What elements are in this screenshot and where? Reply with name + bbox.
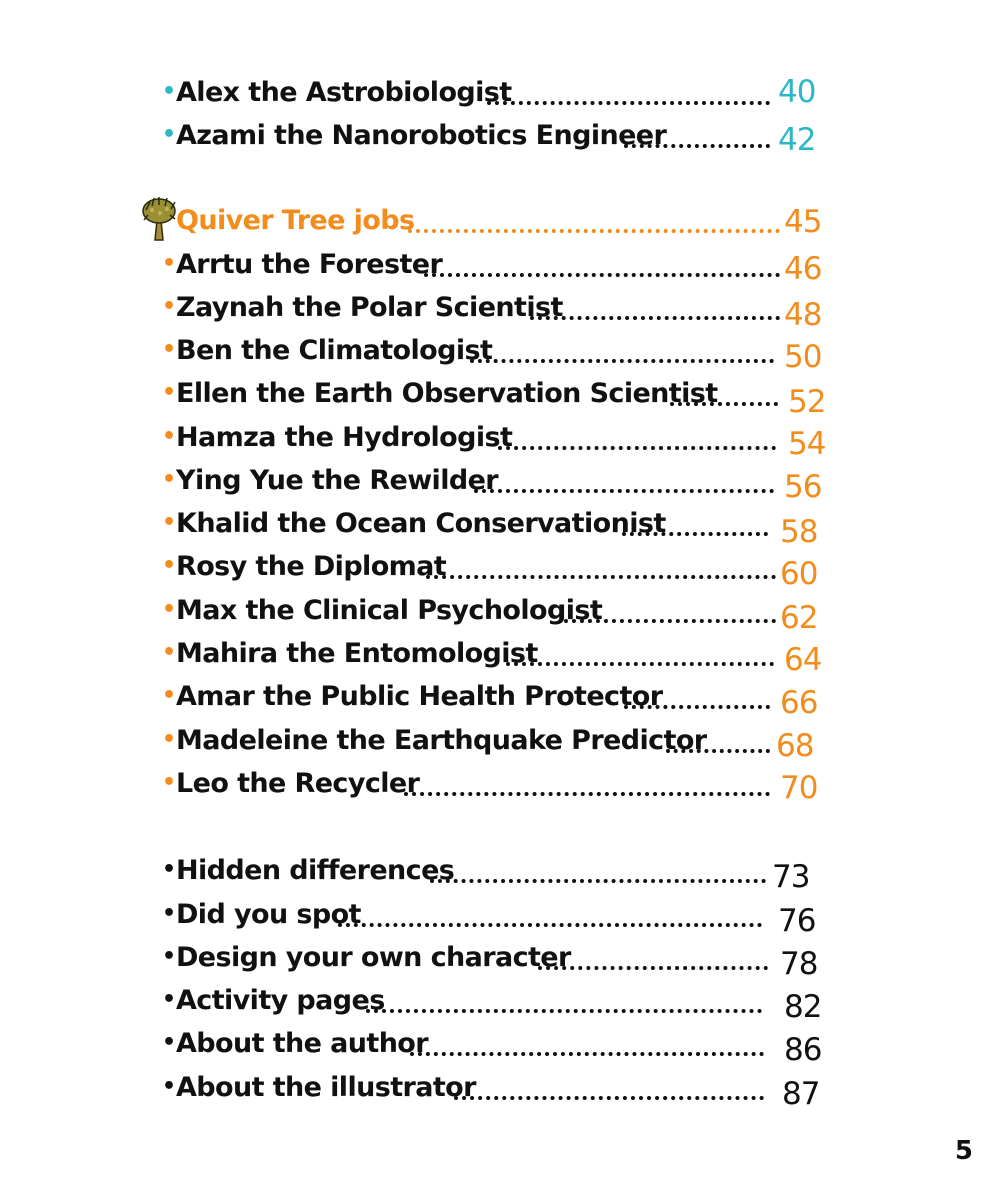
dot-leader bbox=[430, 879, 766, 883]
dot-leader bbox=[487, 101, 770, 105]
bullet: • bbox=[162, 770, 177, 795]
toc-page-number: 52 bbox=[788, 384, 826, 420]
toc-entry-title: Activity pages bbox=[176, 984, 385, 1016]
bullet: • bbox=[162, 510, 177, 535]
toc-page-number: 86 bbox=[784, 1032, 822, 1068]
toc-entry[interactable] bbox=[162, 546, 446, 586]
toc-page-number: 56 bbox=[784, 469, 822, 505]
toc-entry-title: Khalid the Ocean Conservationist bbox=[176, 507, 666, 539]
toc-page-number: 46 bbox=[784, 251, 822, 287]
toc-page-number: 70 bbox=[780, 770, 818, 806]
toc-entry-title: About the illustrator bbox=[176, 1071, 476, 1103]
toc-page-number: 40 bbox=[778, 74, 816, 110]
toc-entry[interactable] bbox=[162, 633, 538, 673]
toc-entry[interactable] bbox=[162, 676, 662, 716]
toc-entry-title: Azami the Nanorobotics Engineer bbox=[176, 119, 667, 151]
toc-page-number: 66 bbox=[780, 685, 818, 721]
toc-page-number: 76 bbox=[778, 903, 816, 939]
toc-entry-title: Did you spot bbox=[176, 898, 361, 930]
toc-entry[interactable] bbox=[162, 115, 666, 155]
toc-entry[interactable] bbox=[162, 850, 454, 890]
toc-page-number: 82 bbox=[784, 989, 822, 1025]
dot-leader bbox=[426, 575, 776, 579]
toc-entry[interactable] bbox=[162, 763, 419, 803]
bullet: • bbox=[162, 901, 177, 926]
dot-leader bbox=[622, 532, 768, 536]
bullet: • bbox=[162, 857, 177, 882]
dot-leader bbox=[408, 229, 780, 233]
dot-leader bbox=[624, 144, 770, 148]
quiver-tree-icon bbox=[140, 196, 178, 242]
toc-page-number: 78 bbox=[780, 946, 818, 982]
toc-entry-title: Amar the Public Health Protector bbox=[176, 680, 663, 712]
dot-leader bbox=[624, 705, 770, 709]
toc-entry[interactable] bbox=[162, 937, 571, 977]
dot-leader bbox=[564, 619, 776, 623]
toc-entry-title: Ellen the Earth Observation Scientist bbox=[176, 377, 718, 409]
dot-leader bbox=[498, 446, 776, 450]
toc-page-number: 54 bbox=[788, 426, 826, 462]
toc-entry-title: Ben the Climatologist bbox=[176, 334, 493, 366]
toc-entry-title: Madeleine the Earthquake Predictor bbox=[176, 724, 707, 756]
dot-leader bbox=[454, 1096, 764, 1100]
toc-entry[interactable] bbox=[162, 373, 718, 413]
toc-entry[interactable] bbox=[162, 1023, 428, 1063]
toc-page-number: 60 bbox=[780, 556, 818, 592]
toc-page-number: 64 bbox=[784, 642, 822, 678]
bullet: • bbox=[162, 553, 177, 578]
page-number: 5 bbox=[954, 1136, 973, 1166]
bullet: • bbox=[162, 337, 177, 362]
toc-page-number: 45 bbox=[784, 204, 822, 240]
dot-leader bbox=[470, 359, 774, 363]
dot-leader bbox=[410, 1052, 764, 1056]
toc-entry-title: Hidden differences bbox=[176, 854, 455, 886]
dot-leader bbox=[530, 316, 780, 320]
toc-entry-title: Max the Clinical Psychologist bbox=[176, 594, 603, 626]
toc-entry[interactable] bbox=[162, 72, 512, 112]
toc-entry[interactable] bbox=[162, 460, 498, 500]
toc-entry-title: Hamza the Hydrologist bbox=[176, 421, 513, 453]
dot-leader bbox=[338, 923, 762, 927]
toc-page-number: 42 bbox=[778, 122, 816, 158]
bullet: • bbox=[162, 251, 177, 276]
toc-entry[interactable] bbox=[162, 1067, 476, 1107]
bullet: • bbox=[162, 597, 177, 622]
toc-entry[interactable] bbox=[162, 244, 442, 284]
toc-entry[interactable] bbox=[162, 417, 512, 457]
toc-entry-title: Rosy the Diplomat bbox=[176, 550, 447, 582]
toc-entry-title: Design your own character bbox=[176, 941, 571, 973]
bullet: • bbox=[162, 640, 177, 665]
toc-entry[interactable] bbox=[162, 894, 361, 934]
toc-entry-title: About the author bbox=[176, 1027, 428, 1059]
dot-leader bbox=[424, 273, 780, 277]
toc-entry[interactable] bbox=[162, 720, 707, 760]
toc-entry[interactable] bbox=[162, 287, 563, 327]
toc-entry[interactable] bbox=[162, 980, 385, 1020]
toc-entry-title: Ying Yue the Rewilder bbox=[176, 464, 499, 496]
toc-entry[interactable] bbox=[162, 590, 602, 630]
dot-leader bbox=[538, 966, 768, 970]
bullet: • bbox=[162, 424, 177, 449]
bullet: • bbox=[162, 294, 177, 319]
bullet: • bbox=[162, 727, 177, 752]
toc-page-number: 48 bbox=[784, 297, 822, 333]
dot-leader bbox=[366, 1009, 762, 1013]
toc-page-number: 73 bbox=[772, 859, 810, 895]
toc-entry-title: Alex the Astrobiologist bbox=[176, 76, 512, 108]
toc-page-number: 68 bbox=[776, 728, 814, 764]
bullet: • bbox=[162, 122, 177, 147]
dot-leader bbox=[506, 662, 774, 666]
toc-section-heading[interactable] bbox=[176, 200, 414, 240]
bullet: • bbox=[162, 987, 177, 1012]
bullet: • bbox=[162, 683, 177, 708]
toc-page-number: 50 bbox=[784, 339, 822, 375]
toc-page-number: 58 bbox=[780, 514, 818, 550]
dot-leader bbox=[666, 749, 770, 753]
bullet: • bbox=[162, 1074, 177, 1099]
toc-entry-title: Zaynah the Polar Scientist bbox=[176, 291, 563, 323]
bullet: • bbox=[162, 79, 177, 104]
bullet: • bbox=[162, 467, 177, 492]
bullet: • bbox=[162, 380, 177, 405]
bullet: • bbox=[162, 944, 177, 969]
toc-entry-title: Mahira the Entomologist bbox=[176, 637, 538, 669]
toc-entry-title: Arrtu the Forester bbox=[176, 248, 443, 280]
bullet: • bbox=[162, 1030, 177, 1055]
dot-leader bbox=[404, 792, 770, 796]
dot-leader bbox=[474, 489, 774, 493]
toc-page-number: 62 bbox=[780, 600, 818, 636]
toc-entry[interactable] bbox=[162, 330, 492, 370]
dot-leader bbox=[670, 402, 778, 406]
toc-page-number: 87 bbox=[782, 1076, 820, 1112]
toc-entry[interactable] bbox=[162, 503, 666, 543]
toc-entry-title: Leo the Recycler bbox=[176, 767, 420, 799]
toc-section-title: Quiver Tree jobs bbox=[176, 204, 415, 236]
